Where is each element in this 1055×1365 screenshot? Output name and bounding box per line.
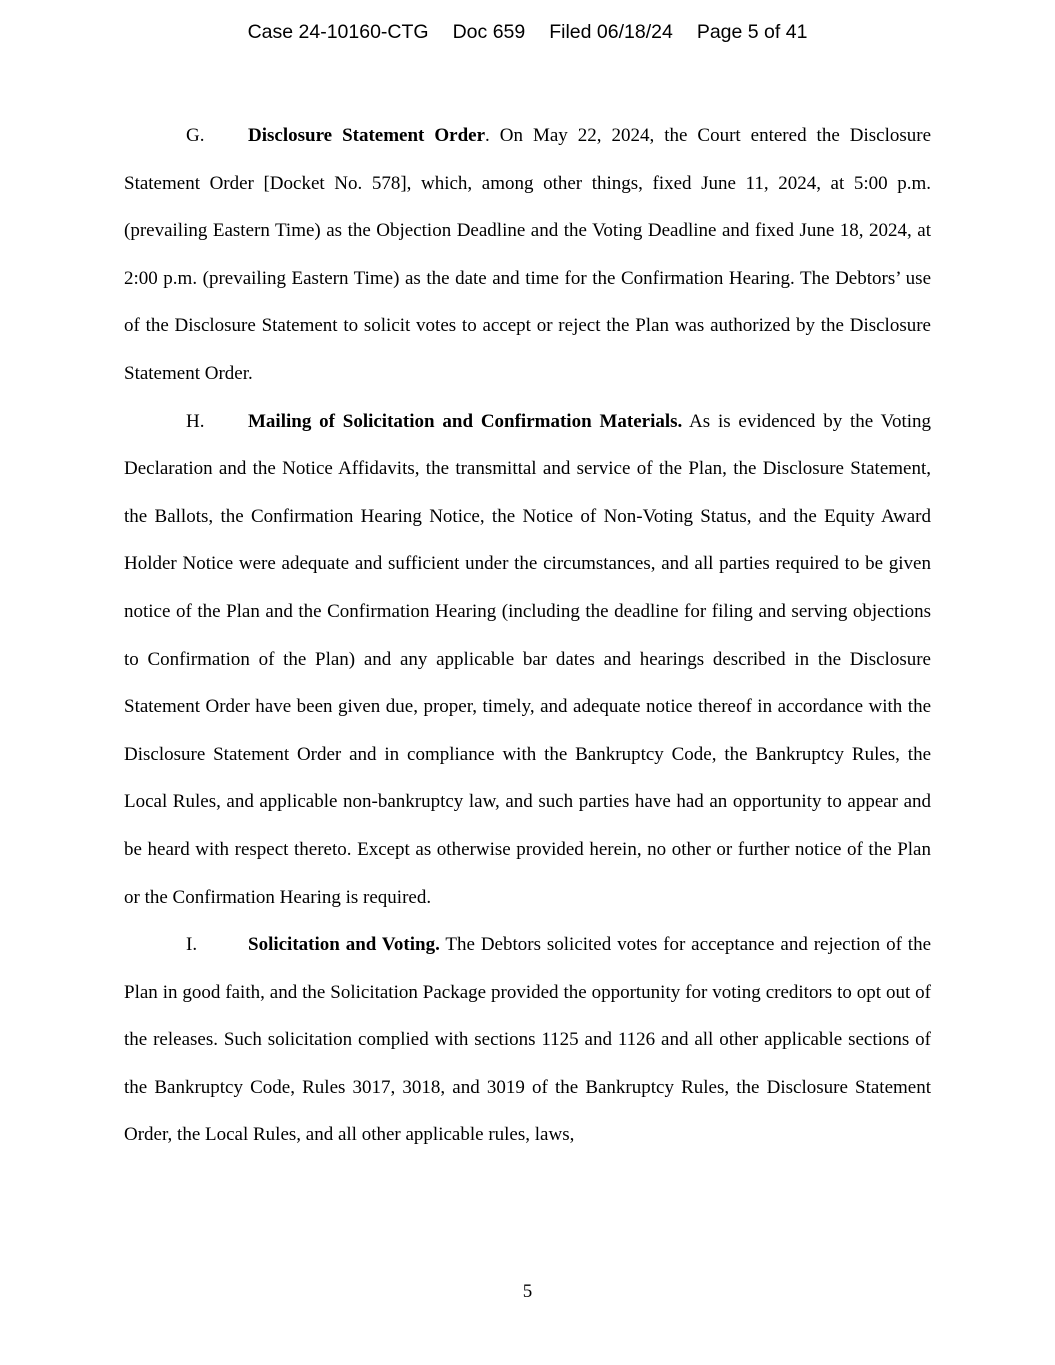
paragraph-heading: Disclosure Statement Order <box>248 125 486 146</box>
paragraph-heading: Mailing of Solicitation and Confirmation Materials. <box>248 410 683 432</box>
page-indicator: Page 5 of 41 <box>696 21 808 43</box>
document-body <box>124 112 931 1159</box>
paragraph-label: H. <box>186 410 205 432</box>
filed-date: Filed 06/18/24 <box>549 21 673 43</box>
page-number: 5 <box>522 1281 533 1302</box>
paragraph-heading: Solicitation and Voting. <box>248 934 440 956</box>
paragraph-label: G. <box>186 125 205 146</box>
paragraph-g <box>124 112 931 398</box>
paragraph-text: On May 22, 2024, the Court entered the Disclosure Statement Order [Docket No. 578], which, among other things, fixed June 11, 2024, at 5:00 p.m. (prevailing Eastern Time) as the Objection Deadline and the Voting Deadline and fixed June 18, 2024, at 2:00 p.m. (prevailing Eastern Time) as the date and time for the Confirmation Hearing. The Debtors’ use of the Disclosure Statement to solicit votes to accept or reject the Plan was authorized by the Disclosure Statement Order. <box>124 125 932 384</box>
paragraph-label: I. <box>186 934 198 956</box>
paragraph-heading-punct: . <box>485 125 490 146</box>
case-number: Case 24-10160-CTG <box>247 21 429 43</box>
paragraph-text: As is evidenced by the Voting Declaration and the Notice Affidavits, the transmittal and service of the Plan, the Disclosure Statement, the Ballots, the Confirmation Hearing Notice, the Notice of Non-Voting Status, and the Equity Award Holder Notice were adequate and sufficient under the circumstances, and all parties required to be given notice of the Plan and the Confirmation Hearing (including the deadline for filing and serving objections to Confirmation of the Plan) and any applicable bar dates and hearings described in the Disclosure Statement Order have been given due, proper, timely, and adequate notice thereof in accordance with the Disclosure Statement Order and in compliance with the Bankruptcy Code, the Bankruptcy Rules, the Local Rules, and applicable non-bankruptcy law, and such parties have had an opportunity to appear and be heard with respect thereto. Except as otherwise provided herein, no other or further notice of the Plan or the Confirmation Hearing is required. <box>124 410 932 908</box>
paragraph-h <box>124 398 931 922</box>
case-header <box>0 19 1055 45</box>
doc-number: Doc 659 <box>452 21 526 43</box>
paragraph-i <box>124 921 931 1159</box>
paragraph-text: The Debtors solicited votes for acceptance and rejection of the Plan in good faith, and the Solicitation Package provided the opportunity for voting creditors to opt out of the releases. Such solicitation complied with sections 1125 and 1126 and all other applicable sections of the Bankruptcy Code, Rules 3017, 3018, and 3019 of the Bankruptcy Rules, the Disclosure Statement Order, the Local Rules, and all other applicable rules, laws, <box>124 934 932 1146</box>
